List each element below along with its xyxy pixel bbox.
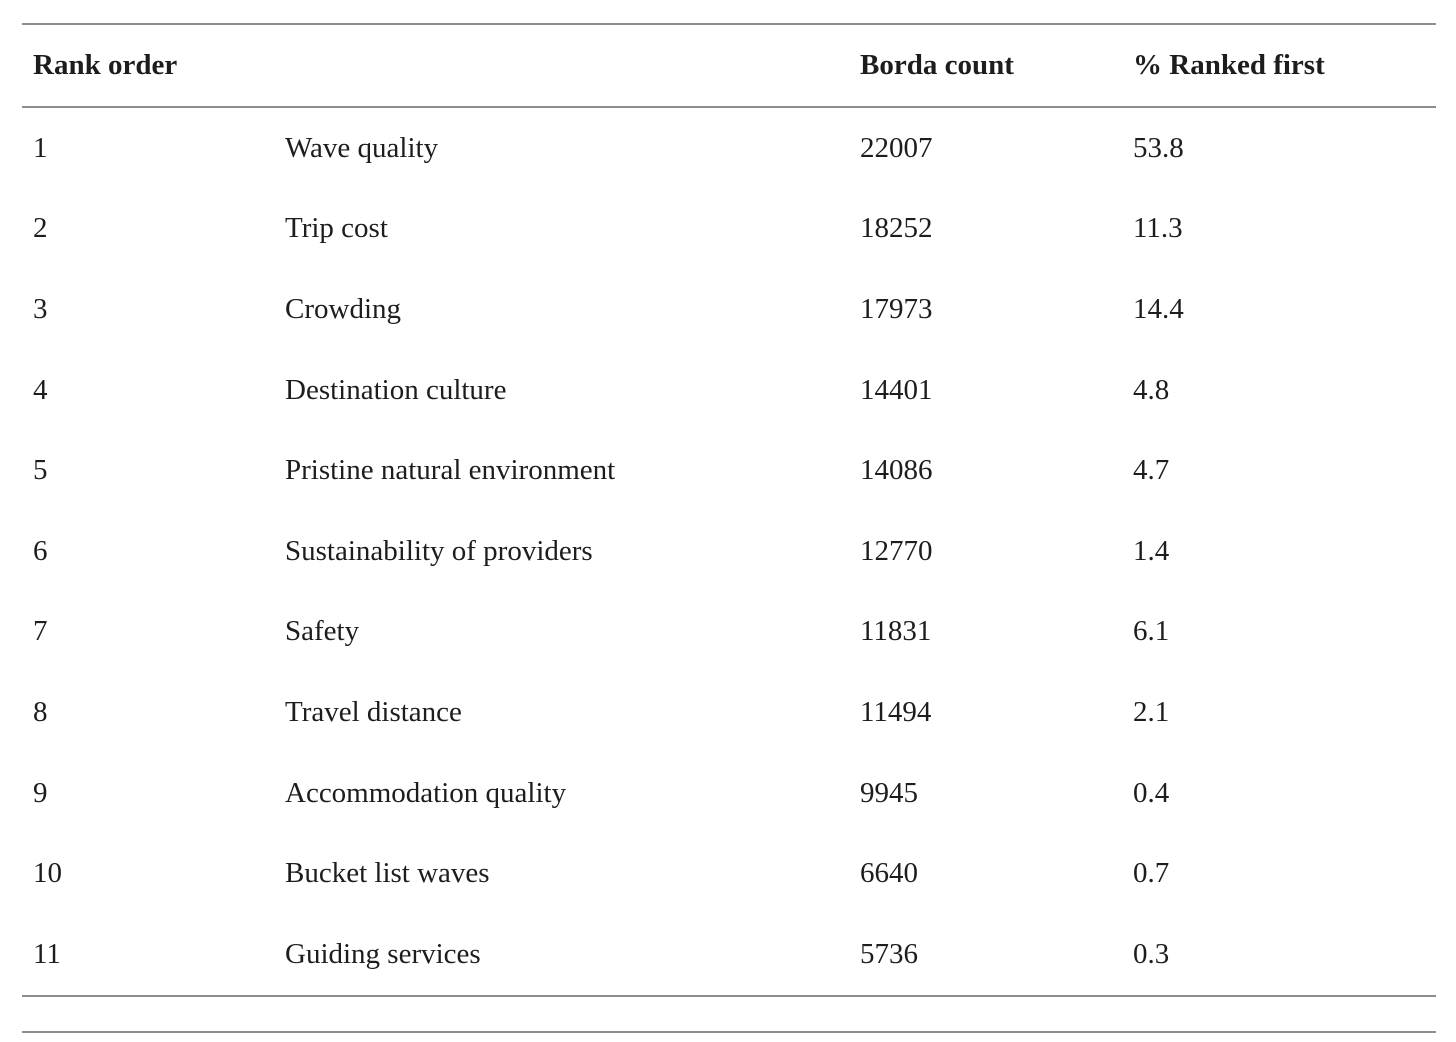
attribute-cell: Pristine natural environment <box>285 454 616 487</box>
borda-count-cell: 5736 <box>860 937 918 970</box>
table-row <box>22 592 1436 673</box>
rank-cell: 6 <box>33 534 48 567</box>
table-row <box>22 430 1436 511</box>
borda-count-cell: 11831 <box>860 615 932 648</box>
attribute-cell: Safety <box>285 615 360 648</box>
borda-count-cell: 11494 <box>860 695 932 728</box>
borda-count-cell: 14086 <box>860 454 933 487</box>
rank-cell: 11 <box>33 937 61 970</box>
attribute-cell: Destination culture <box>285 373 507 406</box>
table-row <box>22 350 1436 431</box>
borda-count-cell: 17973 <box>860 292 933 325</box>
ranking-table <box>22 23 1436 1033</box>
table-row <box>22 511 1436 592</box>
rank-cell: 9 <box>33 776 48 809</box>
attribute-cell: Sustainability of providers <box>285 534 593 567</box>
table-row <box>22 269 1436 350</box>
header-borda-count: Borda count <box>860 49 1014 81</box>
header-pct-ranked-first: % Ranked first <box>1133 49 1325 81</box>
table-row <box>22 914 1436 995</box>
rank-cell: 2 <box>33 212 48 245</box>
attribute-cell: Bucket list waves <box>285 857 490 890</box>
table-body <box>22 108 1436 997</box>
rank-cell: 1 <box>33 131 48 164</box>
borda-count-cell: 9945 <box>860 776 918 809</box>
table-header-row <box>22 25 1436 108</box>
rank-cell: 4 <box>33 373 48 406</box>
pct-ranked-first-cell: 2.1 <box>1133 695 1170 728</box>
rank-cell: 7 <box>33 615 48 648</box>
pct-ranked-first-cell: 4.7 <box>1133 454 1170 487</box>
pct-ranked-first-cell: 53.8 <box>1133 131 1184 164</box>
borda-count-cell: 14401 <box>860 373 933 406</box>
attribute-cell: Wave quality <box>285 131 439 164</box>
borda-count-cell: 12770 <box>860 534 933 567</box>
attribute-cell: Travel distance <box>285 695 462 728</box>
attribute-cell: Guiding services <box>285 937 481 970</box>
pct-ranked-first-cell: 0.7 <box>1133 857 1170 890</box>
pct-ranked-first-cell: 11.3 <box>1133 212 1183 245</box>
header-rank-order: Rank order <box>33 49 178 81</box>
borda-count-cell: 22007 <box>860 131 933 164</box>
borda-count-cell: 6640 <box>860 857 918 890</box>
pct-ranked-first-cell: 4.8 <box>1133 373 1170 406</box>
pct-ranked-first-cell: 14.4 <box>1133 292 1184 325</box>
attribute-cell: Trip cost <box>285 212 388 245</box>
rank-cell: 5 <box>33 454 48 487</box>
pct-ranked-first-cell: 0.3 <box>1133 937 1170 970</box>
attribute-cell: Crowding <box>285 292 401 325</box>
table-row <box>22 672 1436 753</box>
table-bottom-gap <box>22 997 1436 1031</box>
rank-cell: 10 <box>33 857 62 890</box>
rank-cell: 8 <box>33 695 48 728</box>
rank-cell: 3 <box>33 292 48 325</box>
borda-count-cell: 18252 <box>860 212 933 245</box>
pct-ranked-first-cell: 0.4 <box>1133 776 1170 809</box>
pct-ranked-first-cell: 6.1 <box>1133 615 1170 648</box>
table-row <box>22 108 1436 189</box>
table-bottom-rule <box>22 1031 1436 1033</box>
table-row <box>22 189 1436 270</box>
pct-ranked-first-cell: 1.4 <box>1133 534 1170 567</box>
attribute-cell: Accommodation quality <box>285 776 567 809</box>
table-row <box>22 753 1436 834</box>
table-row <box>22 833 1436 914</box>
